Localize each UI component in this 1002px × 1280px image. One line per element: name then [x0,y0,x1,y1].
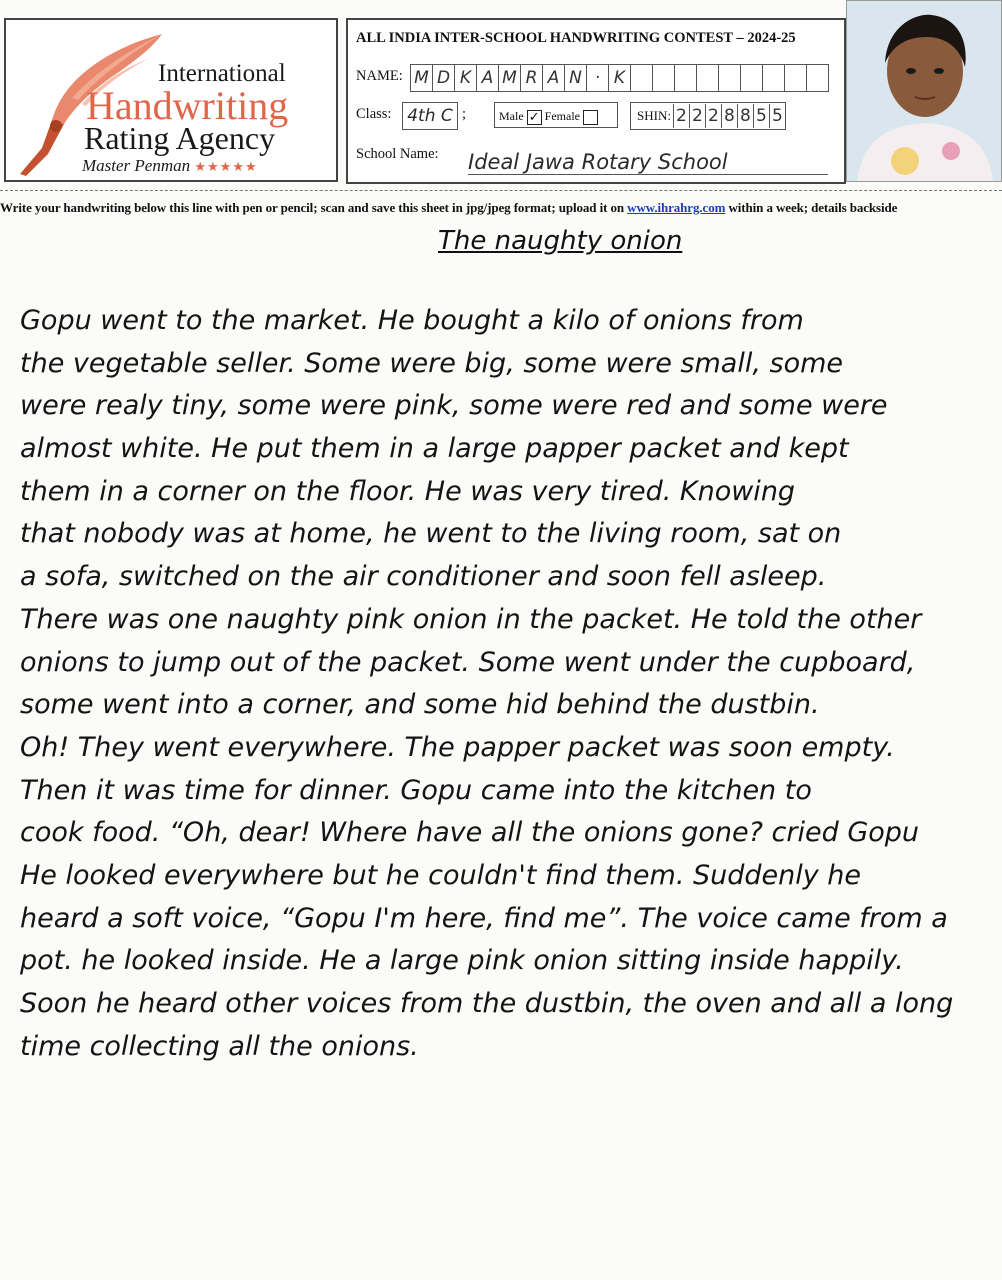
student-portrait-image [847,1,1002,182]
class-label: Class: [356,106,392,122]
shin-digit-box: 5 [753,104,769,128]
essay-title: The naughty onion [438,226,683,256]
essay-line: were realy tiny, some were pink, some were red and some were [20,390,888,422]
name-char-box [674,64,697,92]
rating-stars: ★★★★★ [194,159,258,174]
student-photo [846,0,1002,182]
agency-tagline-text: Master Penman [82,156,191,175]
name-char-box [762,64,785,92]
name-char-box: N [564,64,587,92]
shin-label: SHIN: [637,108,671,123]
essay-line: pot. he looked inside. He a large pink onion sitting inside happily. [20,945,904,977]
instruction-line [0,200,1002,216]
essay-line: almost white. He put them in a large papper packet and kept [20,433,849,465]
essay-line: Then it was time for dinner. Gopu came into the kitchen to [20,774,812,806]
name-char-box [652,64,675,92]
name-char-box: · [586,64,609,92]
essay-line: There was one naughty pink onion in the packet. He told the other [20,603,922,635]
name-character-boxes [410,64,828,92]
essay-line: that nobody was at home, he went to the living room, sat on [20,518,842,550]
name-char-box: A [476,64,499,92]
name-char-box [740,64,763,92]
divider-line [0,190,1002,191]
essay-line: Soon he heard other voices from the dustbin, the oven and all a long [20,988,954,1019]
shin-digit-box: 8 [721,104,737,128]
name-char-box: D [432,64,455,92]
male-label: Male [499,109,524,123]
essay-line: He looked everywhere but he couldn't find them. Suddenly he [20,859,862,891]
essay-line: Oh! They went everywhere. The papper packet was soon empty. [20,731,895,763]
essay-line: Gopu went to the market. He bought a kilo of onions from [20,305,804,336]
female-checkbox [583,110,598,125]
name-char-box [806,64,829,92]
shin-digit-box: 2 [673,104,689,128]
name-char-box: K [608,64,631,92]
name-char-box [696,64,719,92]
essay-line: a sofa, switched on the air conditioner and soon fell asleep. [20,561,827,593]
name-char-box [718,64,741,92]
essay-line: them in a corner on the floor. He was very tired. Knowing [20,475,796,507]
class-value: 4th C [402,102,458,130]
school-name-label: School Name: [356,146,439,162]
essay-line: onions to jump out of the packet. Some went under the cupboard, [20,646,916,678]
name-char-box [784,64,807,92]
school-name-value: Ideal Jawa Rotary School [468,150,828,175]
name-char-box: M [410,64,433,92]
shin-digit-boxes [673,104,785,128]
name-char-box: M [498,64,521,92]
agency-tagline [82,156,258,176]
entry-form [346,18,846,184]
name-label: NAME: [356,68,403,84]
agency-name-line3: Rating Agency [84,120,276,156]
agency-name-line1: International [158,60,286,87]
shin-digit-box: 2 [705,104,721,128]
instruction-text-after: within a week; details backside [725,200,898,215]
essay-line: time collecting all the onions. [20,1030,419,1062]
essay-line: some went into a corner, and some hid behind the dustbin. [20,689,820,721]
name-char-box: K [454,64,477,92]
agency-name-line2: Handwriting [86,83,289,128]
shin-field [630,102,786,130]
instruction-text-before: Write your handwriting below this line with pen or pencil; scan and save this sheet in jpg/jpeg format; upload it on [0,200,628,215]
essay-line: cook food. “Oh, dear! Where have all the onions gone? cried Gopu [20,817,920,849]
name-char-box: A [542,64,565,92]
website-link[interactable]: www.ihrahrg.com [627,200,726,215]
name-char-box: R [520,64,543,92]
essay-line: the vegetable seller. Some were big, some were small, some [20,347,844,379]
separator: ; [462,106,467,122]
gender-selector [494,102,618,128]
agency-logo-box [4,18,338,182]
female-label: Female [544,109,580,123]
essay-line: heard a soft voice, “Gopu I'm here, find me”. The voice came from a [20,902,948,934]
male-checkbox: ✓ [527,110,542,125]
shin-digit-box: 5 [769,104,785,128]
contest-title: ALL INDIA INTER-SCHOOL HANDWRITING CONTEST – 2024-25 [356,30,796,46]
handwritten-essay [20,300,995,1068]
shin-digit-box: 2 [689,104,705,128]
shin-digit-box: 8 [737,104,753,128]
name-char-box [630,64,653,92]
